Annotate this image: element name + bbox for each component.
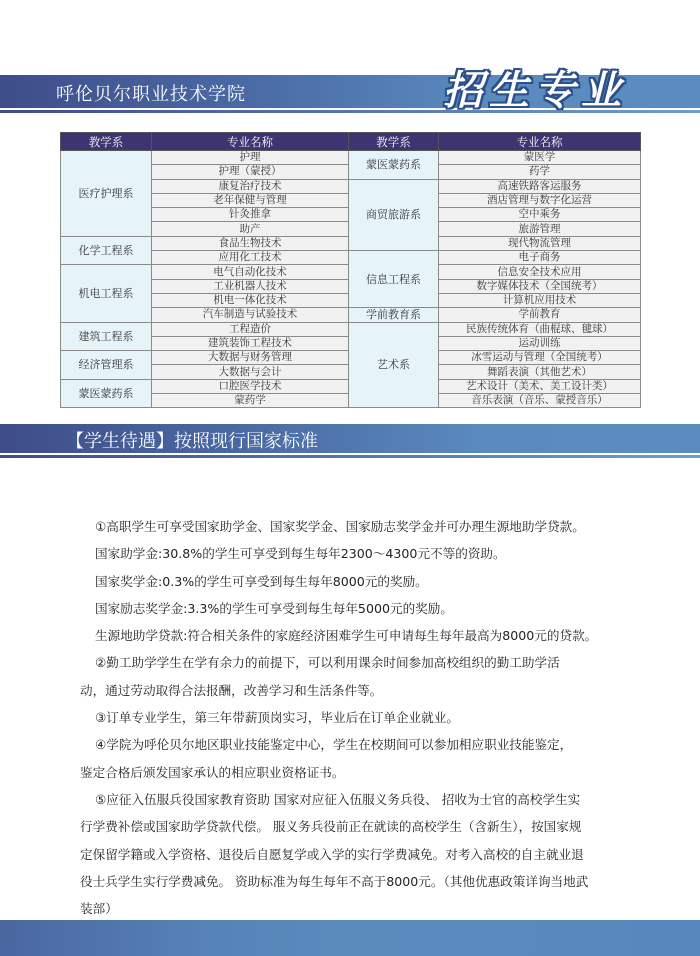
major-cell: 蒙医学 <box>439 151 641 165</box>
major-cell: 电子商务 <box>439 251 641 265</box>
dept-cell: 机电工程系 <box>61 265 152 322</box>
text-line: 国家励志奖学金:3.3%的学生可享受到每生每年5000元的奖励。 <box>95 600 453 616</box>
major-cell: 建筑装饰工程技术 <box>152 336 349 350</box>
major-cell: 食品生物技术 <box>152 236 349 250</box>
table-row <box>61 322 641 336</box>
major-cell: 大数据与会计 <box>152 365 349 379</box>
major-cell: 数字媒体技术（全国统考） <box>439 279 641 293</box>
major-cell: 护理 <box>152 151 349 165</box>
text-line: ③订单专业学生，第三年带薪顶岗实习，毕业后在订单企业就业。 <box>95 710 459 726</box>
major-cell: 冰雪运动与管理（全国统考） <box>439 351 641 365</box>
text-line: 装部） <box>80 901 118 917</box>
major-cell: 工程造价 <box>152 322 349 336</box>
logo-text: 招生专业 <box>443 66 627 114</box>
major-cell: 艺术设计（美术、美工设计类） <box>439 379 641 393</box>
major-cell: 护理（蒙授） <box>152 165 349 179</box>
col-header-dept: 教学系 <box>349 133 439 151</box>
major-cell: 舞蹈表演（其他艺术） <box>439 365 641 379</box>
major-cell: 计算机应用技术 <box>439 293 641 307</box>
text-line: 鉴定合格后颁发国家承认的相应职业资格证书。 <box>80 764 345 780</box>
text-line: 国家奖学金:0.3%的学生可享受到每生每年8000元的奖励。 <box>95 573 428 589</box>
dept-cell: 艺术系 <box>349 322 439 408</box>
footer-banner <box>0 920 700 956</box>
major-cell: 工业机器人技术 <box>152 279 349 293</box>
table-row <box>61 151 641 165</box>
school-name: 呼伦贝尔职业技术学院 <box>56 84 246 105</box>
major-cell: 大数据与财务管理 <box>152 351 349 365</box>
table-header-row <box>61 133 641 151</box>
col-header-major: 专业名称 <box>439 133 641 151</box>
major-cell: 电气自动化技术 <box>152 265 349 279</box>
dept-cell: 信息工程系 <box>349 251 439 308</box>
major-cell: 酒店管理与数字化运营 <box>439 193 641 207</box>
text-line: 行学费补偿或国家助学贷款代偿。 服义务兵役前正在就读的高校学生（含新生），按国家规 <box>80 819 582 835</box>
text-line: 动，通过劳动取得合法报酬，改善学习和生活条件等。 <box>80 682 383 698</box>
dept-cell: 经济管理系 <box>61 351 152 380</box>
dept-cell: 商贸旅游系 <box>349 179 439 250</box>
benefits-text <box>80 517 625 926</box>
dept-cell: 蒙医蒙药系 <box>349 151 439 180</box>
major-cell: 空中乘务 <box>439 208 641 222</box>
text-line: ④学院为呼伦贝尔地区职业技能鉴定中心，学生在校期间可以参加相应职业技能鉴定， <box>95 737 573 753</box>
col-header-dept: 教学系 <box>61 133 152 151</box>
major-cell: 机电一体化技术 <box>152 293 349 307</box>
section-title: 【学生待遇】按照现行国家标准 <box>66 431 318 452</box>
major-cell: 药学 <box>439 165 641 179</box>
major-cell: 高速铁路客运服务 <box>439 179 641 193</box>
major-cell: 康复治疗技术 <box>152 179 349 193</box>
major-cell: 运动训练 <box>439 336 641 350</box>
major-cell: 民族传统体育（曲棍球、毽球） <box>439 322 641 336</box>
dept-cell: 建筑工程系 <box>61 322 152 351</box>
logo-title <box>440 58 630 116</box>
text-line: ②勤工助学学生在学有余力的前提下，可以利用课余时间参加高校组织的勤工助学活 <box>95 655 560 671</box>
dept-cell: 化学工程系 <box>61 236 152 265</box>
text-line: 国家助学金:30.8%的学生可享受到每生每年2300～4300元不等的资助。 <box>95 546 506 562</box>
major-cell: 助产 <box>152 222 349 236</box>
major-cell: 音乐表演（音乐、蒙授音乐） <box>439 394 641 408</box>
major-cell: 汽车制造与试验技术 <box>152 308 349 322</box>
major-cell: 现代物流管理 <box>439 236 641 250</box>
major-cell: 口腔医学技术 <box>152 379 349 393</box>
dept-cell: 蒙医蒙药系 <box>61 379 152 408</box>
major-cell: 旅游管理 <box>439 222 641 236</box>
major-cell: 信息安全技术应用 <box>439 265 641 279</box>
dept-cell: 学前教育系 <box>349 308 439 322</box>
major-cell: 应用化工技术 <box>152 251 349 265</box>
text-line: 役士兵学生实行学费减免。 资助标准为每生每年不高于8000元。（其他优惠政策详询当地武 <box>80 873 589 889</box>
section-divider <box>0 455 700 458</box>
text-line: 定保留学籍或入学资格、退役后自愿复学或入学的实行学费减免。对考入高校的自主就业退 <box>80 846 584 862</box>
text-line: ⑤应征入伍服兵役国家教育资助 国家对应征入伍服义务兵役、 招收为士官的高校学生实 <box>95 791 581 807</box>
major-cell: 针灸推拿 <box>152 208 349 222</box>
dept-cell: 医疗护理系 <box>61 151 152 237</box>
major-cell: 学前教育 <box>439 308 641 322</box>
text-line: ①高职学生可享受国家助学金、国家奖学金、国家励志奖学金并可办理生源地助学贷款。 <box>95 519 585 534</box>
major-cell: 蒙药学 <box>152 394 349 408</box>
majors-table <box>60 132 641 408</box>
text-line: 生源地助学贷款:符合相关条件的家庭经济困难学生可申请每生每年最高为8000元的贷款。 <box>95 628 598 644</box>
col-header-major: 专业名称 <box>152 133 349 151</box>
major-cell: 老年保健与管理 <box>152 193 349 207</box>
